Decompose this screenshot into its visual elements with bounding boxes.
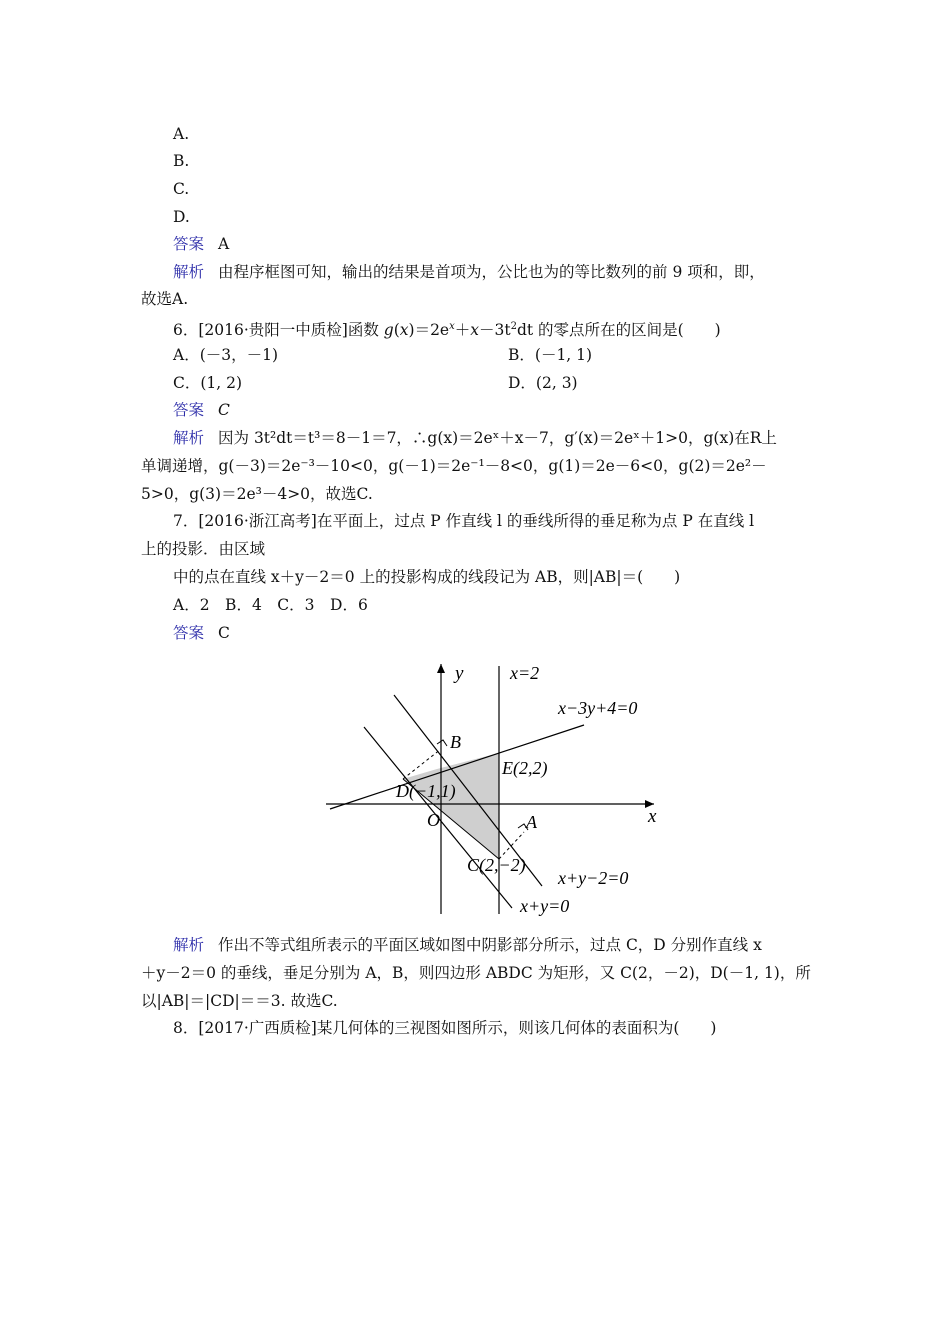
y-axis-arrow [437, 664, 445, 673]
analysis-label: 解析 [173, 429, 205, 447]
q7-stem-line-3: 中的点在直线 x＋y－2＝0 上的投影构成的线段记为 AB，则|AB|＝( ) [173, 568, 681, 586]
q6-stem-part: x [399, 321, 409, 339]
label-a: A [526, 812, 537, 832]
q6-stem-part: 6．[2016·贵阳一中质检]函数 [173, 321, 384, 339]
label-x: x [648, 806, 657, 827]
q6-option-b: B．(－1, 1) [508, 346, 593, 364]
answer-label: 答案 [173, 401, 205, 419]
analysis-label: 解析 [173, 263, 205, 281]
q6-option-c: C．(1, 2) [173, 374, 243, 392]
answer-label: 答案 [173, 235, 205, 253]
q7-answer [173, 623, 230, 643]
label-b: B [450, 732, 461, 752]
analysis-text: 由程序框图可知，输出的结果是首项为，公比也为的等比数列的前 9 项和，即， [218, 263, 765, 281]
analysis-text: 因为 3t²dt＝t³＝8－1＝7，∴g(x)＝2eˣ＋x－7，g′(x)＝2eˣ＋1>0，g(x)在R上 [218, 429, 777, 447]
q6-analysis-line-1 [173, 428, 777, 448]
label-y: y [455, 663, 464, 684]
label-line-x2: x=2 [510, 663, 540, 683]
label-line-3: x+y=0 [520, 896, 570, 916]
q6-option-a: A．(－3，－1) [173, 346, 279, 364]
q5-option-a: A. [173, 125, 190, 143]
q7-figure [312, 652, 674, 922]
answer-value: A [218, 235, 230, 253]
q6-analysis-line-3: 5>0，g(3)＝2e³－4>0，故选C. [141, 485, 373, 503]
label-line-1: x−3y+4=0 [558, 698, 638, 718]
q6-stem-part: x [449, 321, 455, 332]
q7-analysis-line-1 [173, 935, 762, 955]
analysis-label: 解析 [173, 936, 205, 954]
answer-label: 答案 [173, 624, 205, 642]
q6-stem-part: )＝2e [408, 321, 450, 339]
q6-stem-part: x [470, 321, 480, 339]
answer-value: C [218, 401, 230, 419]
q5-option-c: C. [173, 180, 190, 198]
answer-value: C [218, 624, 230, 642]
q6-stem-part: ( [393, 321, 400, 339]
q5-analysis-line-2: 故选A. [141, 290, 189, 308]
label-e: E(2,2) [502, 758, 548, 778]
analysis-text: 作出不等式组所表示的平面区域如图中阴影部分所示，过点 C，D 分别作直线 x [218, 936, 762, 954]
q5-option-d: D. [173, 208, 190, 226]
label-d: D(−1,1) [396, 781, 456, 801]
label-origin: O [427, 810, 440, 830]
q7-analysis-line-3: 以|AB|＝|CD|＝＝3. 故选C. [141, 992, 338, 1010]
q7-options: A．2 B．4 C．3 D．6 [173, 596, 368, 614]
q5-answer [173, 234, 229, 254]
q6-stem-part: ＋ [454, 321, 471, 339]
q5-option-b: B. [173, 152, 190, 170]
q6-stem-part: dt 的零点所在的区间是( ) [516, 321, 721, 339]
region-diagram [312, 652, 674, 922]
q8-stem: 8．[2017·广西质检]某几何体的三视图如图所示，则该几何体的表面积为( ) [173, 1019, 717, 1037]
q7-stem-line-1: 7．[2016·浙江高考]在平面上，过点 P 作直线 l 的垂线所得的垂足称为点 P 在直线 l [173, 512, 755, 530]
label-c: C(2,−2) [467, 855, 526, 875]
q6-answer [173, 400, 230, 420]
q6-analysis-line-2: 单调递增，g(－3)＝2e⁻³－10<0，g(－1)＝2e⁻¹－8<0，g(1)＝2e－6<0，g(2)＝2e²－ [141, 457, 767, 475]
right-angle-b [437, 740, 447, 746]
q5-analysis-line-1 [173, 262, 765, 282]
q6-stem-part: －3t [479, 321, 511, 339]
q6-option-d: D．(2, 3) [508, 374, 578, 392]
q7-analysis-line-2: ＋y－2＝0 的垂线，垂足分别为 A，B，则四边形 ABDC 为矩形，又 C(2，－2)，D(－1, 1)，所 [141, 964, 811, 982]
q6-stem-part: 2 [510, 321, 517, 332]
q6-stem-part: g [383, 321, 394, 339]
q6-stem [173, 317, 721, 340]
label-line-2: x+y−2=0 [558, 868, 629, 888]
q7-stem-line-2: 上的投影．由区域 [141, 540, 266, 558]
